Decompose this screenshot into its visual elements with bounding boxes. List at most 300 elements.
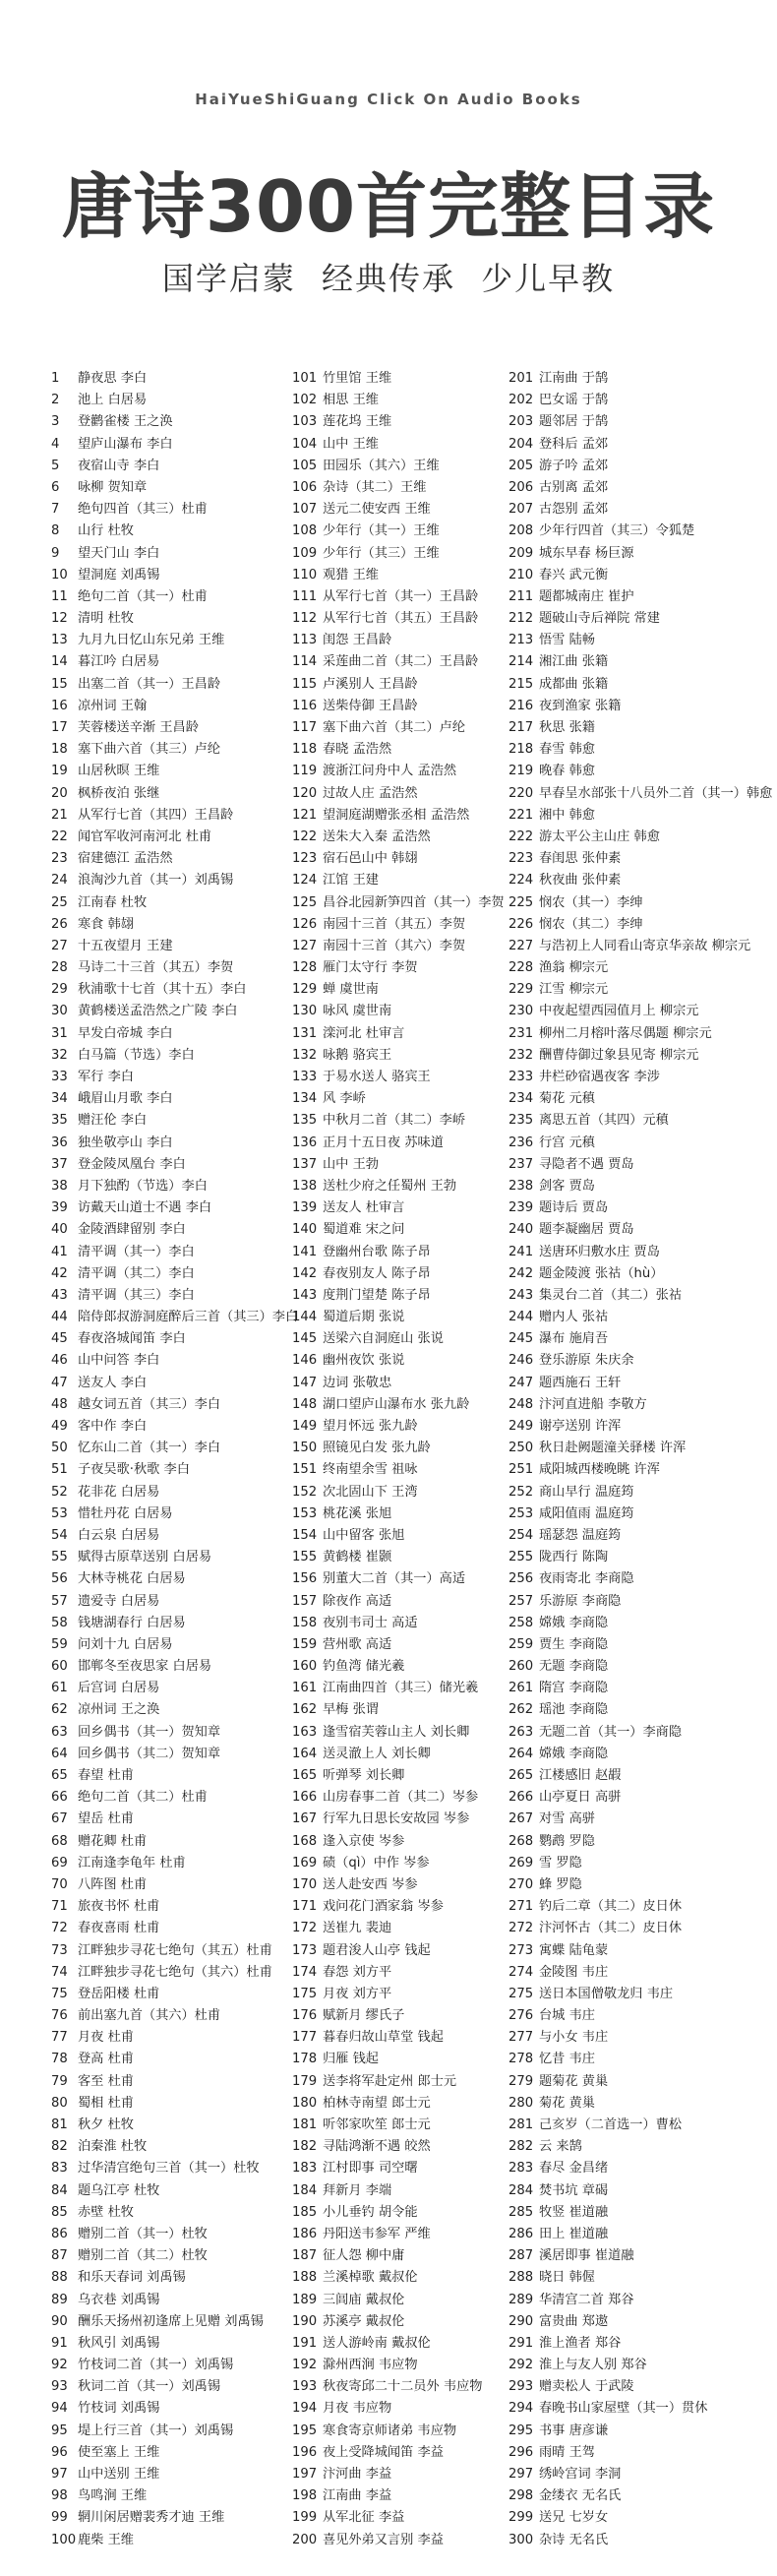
list-item (51, 1242, 287, 1263)
list-item-number: 116 (292, 698, 318, 713)
list-item-title: 登岳阳楼 杜甫 (78, 1986, 160, 2001)
list-item-title: 清明 杜牧 (78, 611, 134, 627)
list-item-number: 190 (292, 2313, 318, 2329)
list-item-number: 4 (51, 436, 60, 452)
list-item-title: 池上 白居易 (78, 393, 148, 408)
list-item (292, 1373, 528, 1394)
list-item-title: 赠花卿 杜甫 (78, 1833, 148, 1849)
list-item-number: 241 (508, 1244, 534, 1259)
list-item (292, 586, 528, 608)
list-item-number: 212 (508, 611, 534, 627)
list-item (292, 914, 528, 936)
list-item-number: 42 (51, 1265, 68, 1281)
list-item-title: 戏问花门酒家翁 岑参 (323, 1899, 444, 1915)
list-item-number: 201 (508, 371, 534, 386)
list-item-title: 望洞庭 刘禹锡 (78, 567, 160, 583)
list-item-title: 题君浚人山亭 钱起 (323, 1942, 431, 1958)
list-item (51, 2464, 287, 2485)
list-item-number: 159 (292, 1636, 318, 1652)
list-item-title: 蝉 虞世南 (323, 982, 379, 998)
list-item-title: 春晓 孟浩然 (323, 742, 392, 758)
list-item-title: 照镜见白发 张九龄 (323, 1441, 431, 1456)
list-item (51, 1613, 287, 1634)
list-item-title: 除夜作 高适 (323, 1593, 392, 1609)
list-item-number: 28 (51, 960, 68, 976)
list-item-number: 180 (292, 2095, 318, 2111)
list-item (292, 390, 528, 411)
list-item (508, 2005, 745, 2027)
list-item-title: 井栏砂宿遇夜客 李涉 (539, 1070, 660, 1084)
poem-column-1 (51, 368, 299, 2551)
list-item-title: 望月怀远 张九龄 (323, 1419, 418, 1434)
list-item (292, 521, 528, 542)
list-item-title: 前出塞九首（其六）杜甫 (78, 2008, 221, 2024)
list-item (51, 1525, 287, 1547)
list-item-title: 江畔独步寻花七绝句（其五）杜甫 (78, 1942, 272, 1958)
list-item-number: 93 (51, 2379, 68, 2395)
list-item-number: 155 (292, 1550, 318, 1565)
list-item-title: 风 李峤 (323, 1091, 366, 1107)
list-item-title: 田园乐（其六）王维 (323, 458, 440, 473)
list-item-number: 53 (51, 1505, 68, 1521)
list-item-number: 206 (508, 479, 534, 495)
list-item (51, 1133, 287, 1154)
list-item-number: 97 (51, 2467, 68, 2482)
list-item-number: 188 (292, 2270, 318, 2286)
list-item (508, 1744, 745, 1765)
list-item (51, 1809, 287, 1830)
list-item-number: 189 (292, 2292, 318, 2307)
list-item (51, 1176, 287, 1197)
list-item-title: 峨眉山月歌 李白 (78, 1091, 173, 1107)
list-item (51, 1568, 287, 1590)
list-item (508, 1110, 745, 1132)
list-item (292, 1874, 528, 1896)
list-item-title: 淮上渔者 郑谷 (539, 2335, 622, 2351)
list-item-title: 过华清宫绝句三首（其一）杜牧 (78, 2161, 260, 2177)
list-item (508, 805, 745, 827)
list-item-number: 172 (292, 1921, 318, 1936)
list-item-number: 16 (51, 698, 68, 713)
list-item-number: 163 (292, 1724, 318, 1740)
list-item (508, 2071, 745, 2093)
list-item (51, 2421, 287, 2442)
list-item-title: 春尽 金昌绪 (539, 2161, 609, 2177)
list-item (508, 2464, 745, 2485)
list-item-title: 金缕衣 无名氏 (539, 2488, 622, 2504)
list-item-number: 255 (508, 1550, 534, 1565)
list-item (51, 2180, 287, 2202)
list-item-title: 汴河直进船 李敬方 (539, 1396, 647, 1412)
list-item (292, 477, 528, 499)
list-item (51, 565, 287, 586)
list-item-number: 167 (292, 1811, 318, 1827)
list-item (51, 2202, 287, 2224)
list-item-title: 江南曲 李益 (323, 2488, 392, 2504)
list-item (51, 477, 287, 499)
list-item (508, 630, 745, 651)
list-item (51, 1197, 287, 1219)
list-item-title: 夜别韦司士 高适 (323, 1615, 418, 1630)
list-item (508, 1154, 745, 1176)
list-item-number: 39 (51, 1200, 68, 1216)
list-item (51, 2311, 287, 2333)
list-item (51, 1373, 287, 1394)
list-item (51, 892, 287, 914)
list-item-title: 子夜吴歌·秋歌 李白 (78, 1462, 190, 1478)
list-item-number: 140 (292, 1222, 318, 1238)
list-item-number: 165 (292, 1768, 318, 1783)
list-item-title: 汴河怀古（其二）皮日休 (539, 1921, 683, 1936)
list-item-title: 营州歌 高适 (323, 1636, 392, 1652)
poem-column-2 (292, 368, 528, 2551)
list-item-number: 81 (51, 2117, 68, 2132)
list-item-title: 秋词二首（其一）刘禹锡 (78, 2379, 221, 2395)
list-item (508, 2485, 745, 2507)
list-item-title: 湘中 韩愈 (539, 807, 595, 823)
list-item-number: 43 (51, 1287, 68, 1303)
list-item-title: 三闾庙 戴叔伦 (323, 2292, 405, 2307)
list-item-title: 客中作 李白 (78, 1419, 148, 1434)
list-item-number: 237 (508, 1156, 534, 1172)
list-item-title: 秋夕 杜牧 (78, 2117, 134, 2132)
list-item-title: 酬乐天扬州初逢席上见赠 刘禹锡 (78, 2313, 264, 2329)
list-item-title: 牧竖 崔道融 (539, 2204, 609, 2220)
list-item (292, 870, 528, 891)
list-item-title: 静夜思 李白 (78, 371, 148, 386)
list-item-number: 240 (508, 1222, 534, 1238)
list-item-number: 148 (292, 1396, 318, 1412)
list-item (292, 2049, 528, 2070)
list-item-title: 南园十三首（其五）李贺 (323, 916, 466, 932)
list-item (292, 1525, 528, 1547)
list-item-number: 288 (508, 2270, 534, 2286)
list-item-title: 清平调（其二）李白 (78, 1265, 195, 1281)
list-item-title: 题都城南庄 崔护 (539, 588, 634, 604)
list-item (292, 2027, 528, 2049)
list-item-number: 162 (292, 1702, 318, 1718)
list-item-title: 过故人庄 孟浩然 (323, 785, 418, 801)
list-item-title: 题金陵渡 张祜（hù） (539, 1265, 664, 1281)
list-item (51, 696, 287, 717)
list-item-number: 177 (292, 2030, 318, 2046)
list-item-title: 江南春 杜牧 (78, 894, 148, 910)
list-item-number: 158 (292, 1615, 318, 1630)
list-item-title: 寻陆鸿渐不遇 皎然 (323, 2139, 431, 2155)
list-item-number: 200 (292, 2532, 318, 2547)
list-item-title: 题菊花 黄巢 (539, 2073, 609, 2089)
list-item-number: 215 (508, 676, 534, 692)
list-item-number: 109 (292, 545, 318, 561)
list-item-title: 出塞二首（其一）王昌龄 (78, 676, 221, 692)
list-item-title: 山亭夏日 高骈 (539, 1790, 622, 1806)
list-item-title: 无题 李商隐 (539, 1659, 609, 1675)
list-item (292, 2093, 528, 2115)
list-item-number: 238 (508, 1178, 534, 1194)
list-item-title: 送友人 杜审言 (323, 1200, 405, 1216)
list-item-title: 游子吟 孟郊 (539, 458, 609, 473)
list-item (508, 2158, 745, 2179)
list-item (508, 1503, 745, 1525)
list-item-title: 钓鱼湾 储光羲 (323, 1659, 405, 1675)
list-item (508, 1656, 745, 1678)
list-item-title: 从军北征 李益 (323, 2510, 405, 2526)
list-item (51, 1416, 287, 1438)
list-item-number: 193 (292, 2379, 318, 2395)
list-item (508, 565, 745, 586)
list-item (508, 1263, 745, 1285)
brand-label: HaiYueShiGuang Click On Audio Books (195, 91, 582, 108)
list-item-title: 赠内人 张祜 (539, 1310, 609, 1325)
list-item (292, 1547, 528, 1568)
list-item (508, 2202, 745, 2224)
list-item-title: 春夜洛城闻笛 李白 (78, 1331, 186, 1347)
list-item-number: 122 (292, 828, 318, 844)
list-item (292, 2530, 528, 2551)
list-item-title: 赋得古原草送别 白居易 (78, 1550, 212, 1565)
list-item-title: 瑶瑟怨 温庭筠 (539, 1527, 622, 1543)
list-item-title: 蜀相 杜甫 (78, 2095, 134, 2111)
list-item-title: 早春呈水部张十八员外二首（其一）韩愈 (539, 785, 773, 801)
list-item-title: 堤上行三首（其一）刘禹锡 (78, 2423, 234, 2438)
list-item-number: 14 (51, 654, 68, 670)
list-item (508, 674, 745, 696)
list-item-number: 229 (508, 982, 534, 998)
list-item-title: 边词 张敬忠 (323, 1375, 392, 1390)
list-item-number: 205 (508, 458, 534, 473)
list-item-number: 280 (508, 2095, 534, 2111)
list-item-title: 次北固山下 王湾 (323, 1484, 418, 1500)
list-item-title: 题李凝幽居 贾岛 (539, 1222, 634, 1238)
list-item-title: 早发白帝城 李白 (78, 1025, 173, 1041)
list-item-number: 129 (292, 982, 318, 998)
list-item-title: 凉州词 王翰 (78, 698, 148, 713)
list-item-number: 156 (292, 1571, 318, 1587)
list-item-title: 寒食 韩翃 (78, 916, 134, 932)
list-item (508, 2530, 745, 2551)
list-item-title: 对雪 高骈 (539, 1811, 595, 1827)
list-item-number: 104 (292, 436, 318, 452)
list-item-number: 124 (292, 873, 318, 889)
list-item-number: 246 (508, 1353, 534, 1369)
list-item (508, 914, 745, 936)
list-item-number: 267 (508, 1811, 534, 1827)
list-item-number: 258 (508, 1615, 534, 1630)
list-item-title: 兰溪棹歌 戴叔伦 (323, 2270, 418, 2286)
list-item-number: 298 (508, 2488, 534, 2504)
list-item-number: 125 (292, 894, 318, 910)
list-item-number: 174 (292, 1964, 318, 1980)
list-item (508, 456, 745, 477)
list-item (292, 2376, 528, 2398)
list-item-number: 234 (508, 1091, 534, 1107)
list-item-title: 绝句四首（其三）杜甫 (78, 502, 208, 518)
list-item-title: 钓后二章（其二）皮日休 (539, 1899, 683, 1915)
list-item (292, 1001, 528, 1022)
list-item-number: 202 (508, 393, 534, 408)
list-item (508, 2311, 745, 2333)
list-item-number: 95 (51, 2423, 68, 2438)
list-item-number: 287 (508, 2248, 534, 2264)
list-item (51, 499, 287, 521)
list-item-number: 273 (508, 1942, 534, 1958)
list-item-title: 月夜 韦应物 (323, 2401, 392, 2417)
list-item (51, 979, 287, 1001)
list-item (292, 1285, 528, 1307)
list-item (508, 2442, 745, 2464)
list-item (508, 1853, 745, 1874)
list-item-title: 咏柳 贺知章 (78, 479, 148, 495)
list-item-title: 早梅 张谓 (323, 1702, 379, 1718)
list-item-number: 296 (508, 2444, 534, 2460)
list-item-number: 62 (51, 1702, 68, 1718)
list-item (292, 1263, 528, 1285)
list-item-number: 259 (508, 1636, 534, 1652)
list-item-title: 喜见外弟又言别 李益 (323, 2532, 444, 2547)
list-item-number: 286 (508, 2226, 534, 2241)
list-item-title: 溪居即事 崔道融 (539, 2248, 634, 2264)
list-item-number: 18 (51, 742, 68, 758)
list-item (292, 1416, 528, 1438)
list-item-title: 秋思 张籍 (539, 720, 595, 735)
list-item-number: 56 (51, 1571, 68, 1587)
list-item-title: 咸阳城西楼晚眺 许浑 (539, 1462, 660, 1478)
list-item (51, 521, 287, 542)
list-item-title: 幽州夜饮 张说 (323, 1353, 405, 1369)
list-item-number: 10 (51, 567, 68, 583)
list-item (292, 1744, 528, 1765)
list-item-title: 贾生 李商隐 (539, 1636, 609, 1652)
list-item (51, 608, 287, 630)
list-item-title: 塞下曲六首（其二）卢纶 (323, 720, 466, 735)
list-item-number: 82 (51, 2139, 68, 2155)
list-item-title: 雪 罗隐 (539, 1855, 582, 1871)
list-item (508, 1394, 745, 1416)
list-item (51, 630, 287, 651)
list-item-title: 秋夜寄邱二十二员外 韦应物 (323, 2379, 483, 2395)
list-item-number: 170 (292, 1876, 318, 1892)
list-item-title: 送李将军赴定州 郎士元 (323, 2073, 457, 2089)
list-item (508, 1088, 745, 1110)
list-item-number: 85 (51, 2204, 68, 2220)
list-item-number: 151 (292, 1462, 318, 1478)
list-item-title: 征人怨 柳中庸 (323, 2248, 405, 2264)
list-item-title: 闺怨 王昌龄 (323, 633, 392, 648)
list-item-title: 闻官军收河南河北 杜甫 (78, 828, 212, 844)
list-item-title: 谢亭送别 许浑 (539, 1419, 622, 1434)
list-item-title: 回乡偶书（其二）贺知章 (78, 1746, 221, 1761)
list-item (51, 2442, 287, 2464)
list-item (292, 651, 528, 673)
list-item-number: 160 (292, 1659, 318, 1675)
list-item (51, 1744, 287, 1765)
list-item-number: 222 (508, 828, 534, 844)
list-item (292, 1962, 528, 1984)
list-item (292, 783, 528, 805)
list-item (51, 2355, 287, 2376)
list-item (292, 979, 528, 1001)
list-item-title: 大林寺桃花 白居易 (78, 1571, 186, 1587)
list-item-number: 141 (292, 1244, 318, 1259)
list-item (51, 1918, 287, 1939)
list-item-title: 九月九日忆山东兄弟 王维 (78, 633, 225, 648)
list-item-number: 152 (292, 1484, 318, 1500)
list-item-title: 云 来鹄 (539, 2139, 582, 2155)
list-item-title: 逢雪宿芙蓉山主人 刘长卿 (323, 1724, 470, 1740)
list-item-number: 91 (51, 2335, 68, 2351)
list-item (51, 1482, 287, 1503)
list-item-number: 40 (51, 1222, 68, 1238)
list-item (508, 1133, 745, 1154)
list-item (292, 1503, 528, 1525)
list-item (508, 1328, 745, 1350)
list-item (292, 2333, 528, 2355)
list-item (508, 1307, 745, 1328)
list-item-number: 26 (51, 916, 68, 932)
list-item-title: 送柴侍御 王昌龄 (323, 698, 418, 713)
list-item (508, 2267, 745, 2289)
list-item-number: 70 (51, 1876, 68, 1892)
list-item-number: 263 (508, 1724, 534, 1740)
list-item-number: 297 (508, 2467, 534, 2482)
list-item-number: 204 (508, 436, 534, 452)
list-item-title: 客至 杜甫 (78, 2073, 134, 2089)
list-item (508, 1940, 745, 1962)
list-item-title: 寓蝶 陆龟蒙 (539, 1942, 609, 1958)
list-item-title: 送友人 李白 (78, 1375, 148, 1390)
list-item-number: 224 (508, 873, 534, 889)
list-item (508, 848, 745, 870)
list-item (51, 2290, 287, 2311)
list-item-title: 竹枝词二首（其一）刘禹锡 (78, 2358, 234, 2373)
list-item (292, 1459, 528, 1481)
list-item-number: 294 (508, 2401, 534, 2417)
list-item (508, 1809, 745, 1830)
list-item (51, 1219, 287, 1241)
list-item-number: 183 (292, 2161, 318, 2177)
list-item-number: 132 (292, 1047, 318, 1063)
list-item-title: 越女词五首（其三）李白 (78, 1396, 221, 1412)
list-item-number: 119 (292, 764, 318, 779)
list-item-title: 丹阳送韦参军 严维 (323, 2226, 431, 2241)
list-item (508, 2136, 745, 2158)
list-item (51, 2507, 287, 2529)
list-item-title: 春闺思 张仲素 (539, 851, 622, 867)
list-item-number: 260 (508, 1659, 534, 1675)
list-item (508, 1634, 745, 1656)
list-item (508, 1699, 745, 1721)
list-item (292, 1831, 528, 1853)
list-item-number: 270 (508, 1876, 534, 1892)
list-item-number: 86 (51, 2226, 68, 2241)
list-item-title: 富贵曲 郑遨 (539, 2313, 609, 2329)
list-item (292, 1350, 528, 1372)
list-item (51, 1307, 299, 1328)
list-item (51, 1874, 287, 1896)
list-item-number: 176 (292, 2008, 318, 2024)
list-item (51, 1831, 287, 1853)
list-item (292, 2290, 528, 2311)
list-item-title: 题西施石 王轩 (539, 1375, 622, 1390)
list-item-number: 195 (292, 2423, 318, 2438)
list-item-number: 3 (51, 414, 60, 430)
list-item (51, 543, 287, 565)
list-item-title: 月夜 刘方平 (323, 1986, 392, 2001)
list-item-title: 咏风 虞世南 (323, 1004, 392, 1019)
list-item-title: 江南曲 于鹄 (539, 371, 609, 386)
list-item-number: 106 (292, 479, 318, 495)
list-item-number: 71 (51, 1899, 68, 1915)
